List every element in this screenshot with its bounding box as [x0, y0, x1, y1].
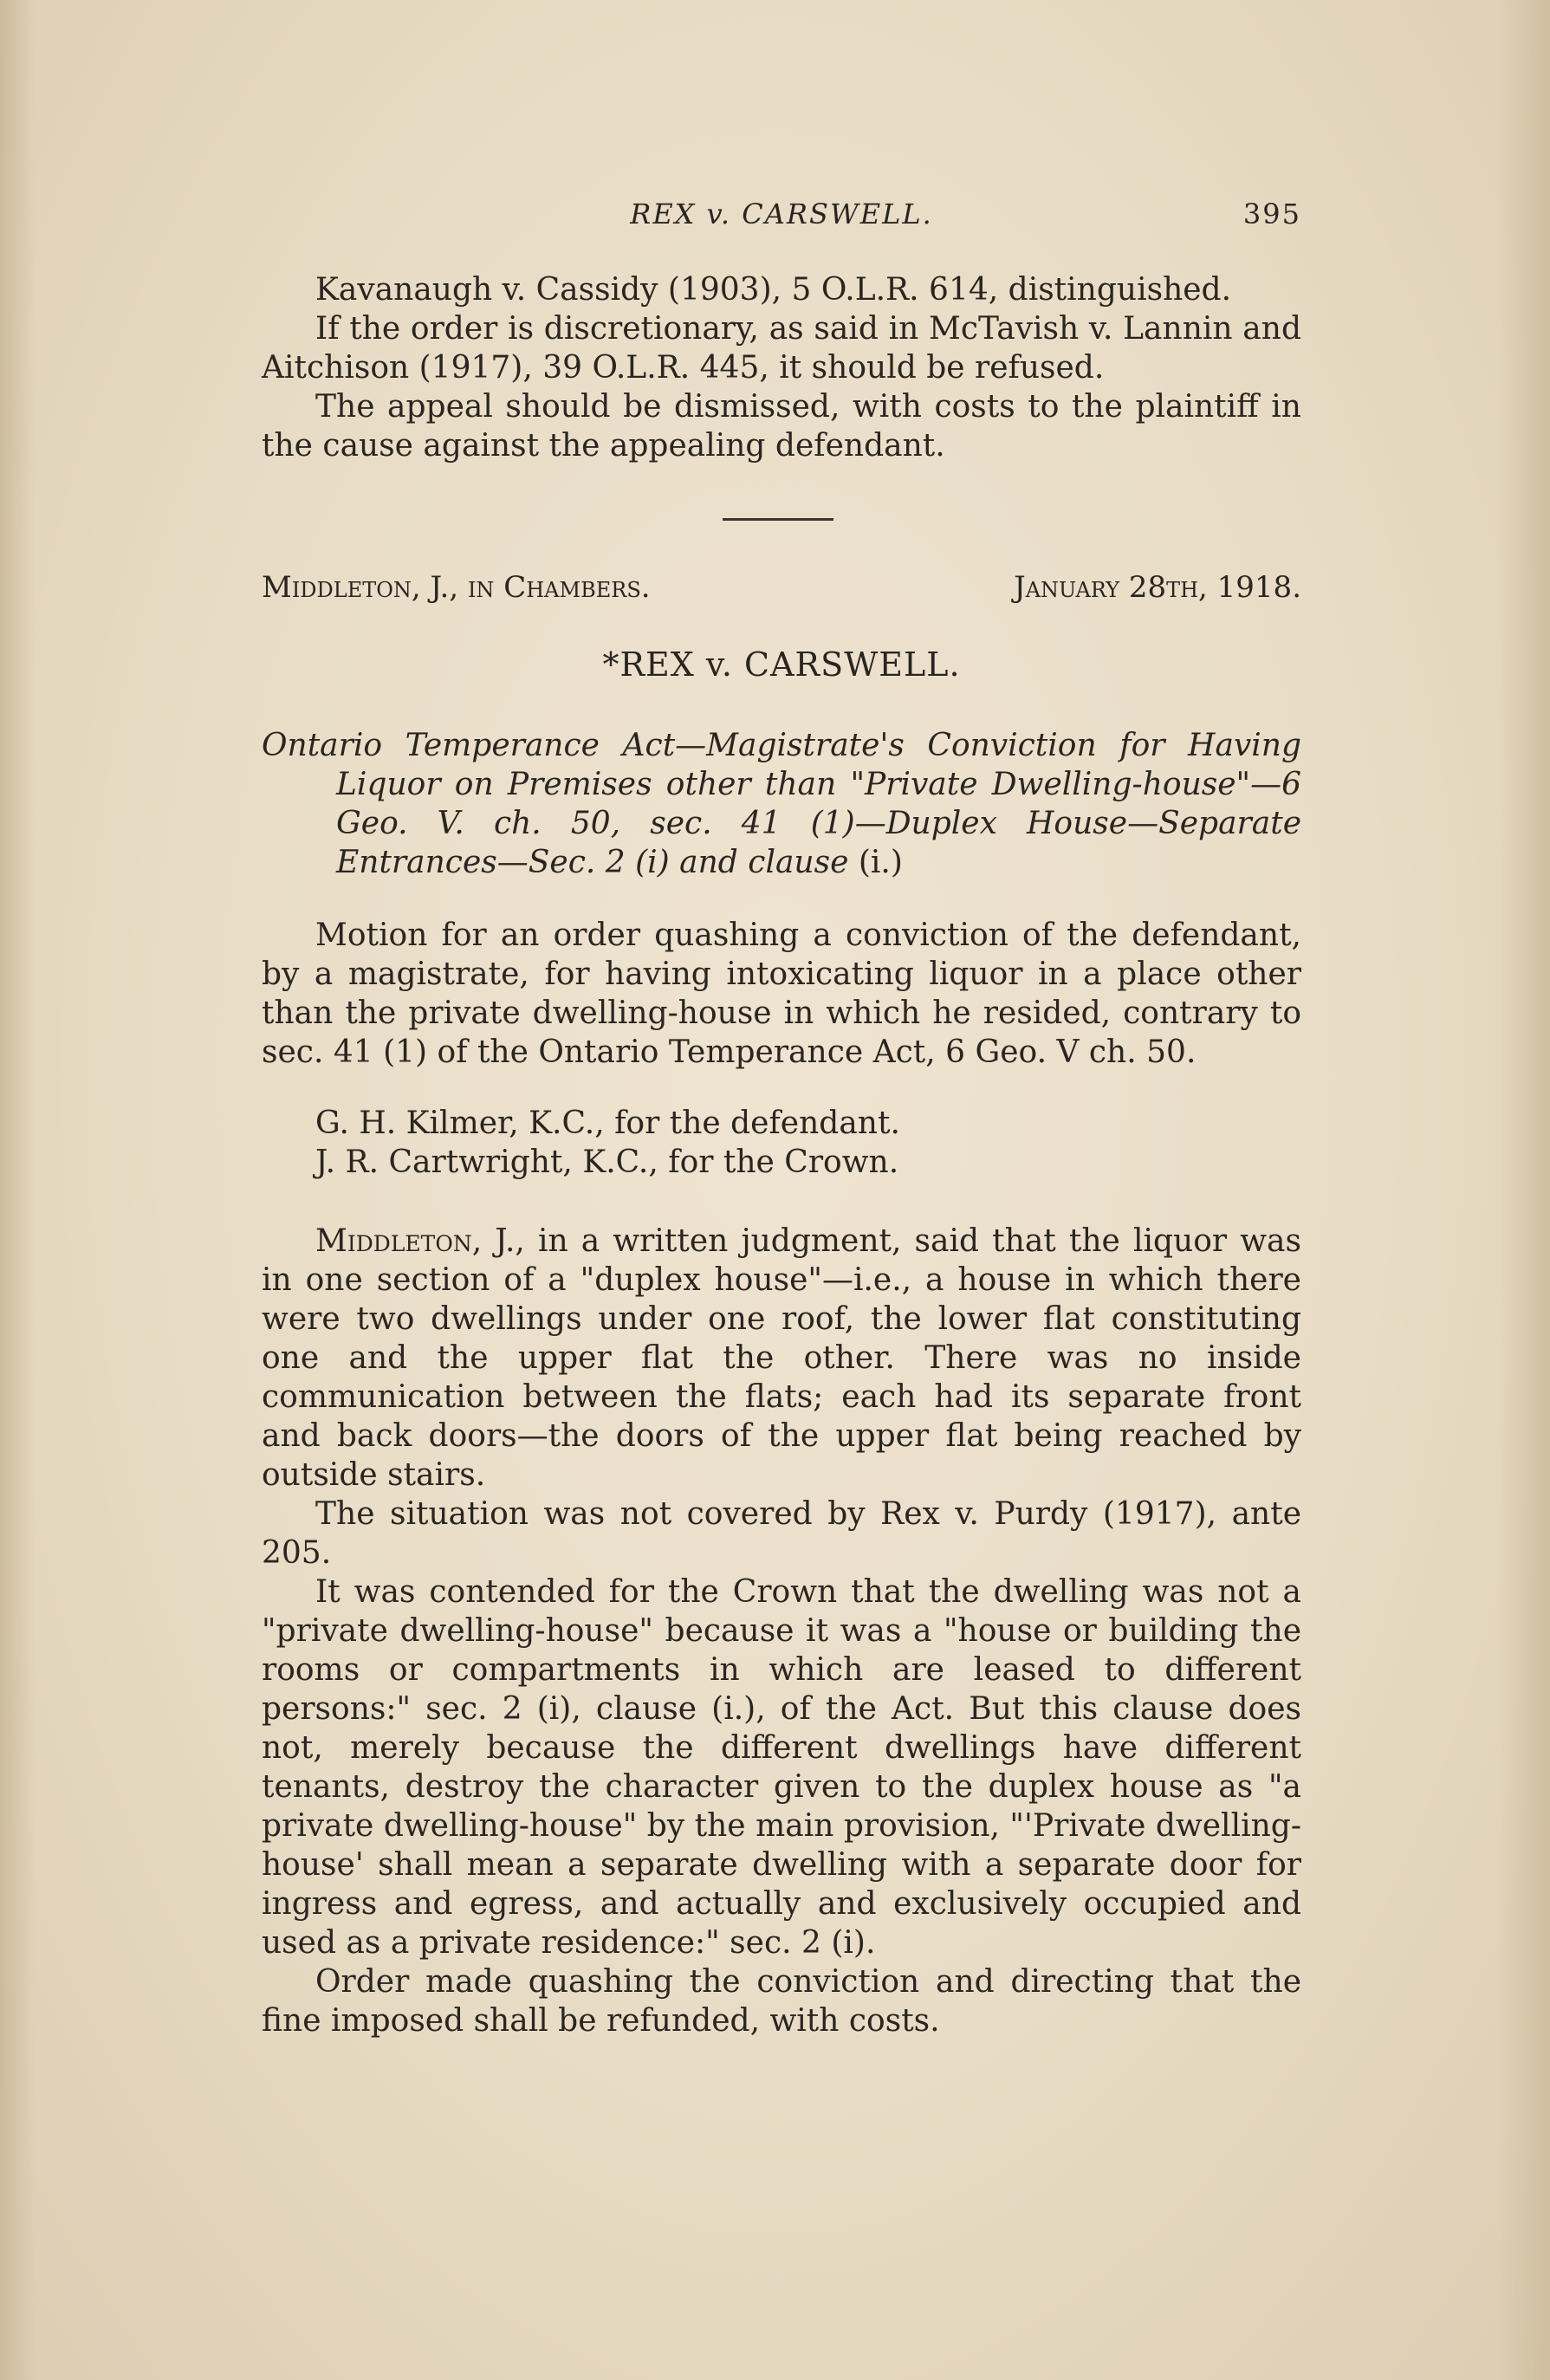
- counsel-block: [262, 1104, 1301, 1182]
- headnote-tail: (i.): [848, 845, 903, 880]
- motion-block: [262, 916, 1301, 1072]
- judgment-block: [262, 1222, 1301, 2040]
- judgment-paragraph-1: [262, 1222, 1301, 1495]
- opening-paragraph-1: Kavanaugh v. Cassidy (1903), 5 O.L.R. 614, distinguished.: [315, 272, 1232, 308]
- headnote-text: Ontario Temperance Act—Magistrate's Conviction for Having Liquor on Premises other than "Private Dwelling-house"—6 Geo. V. ch. 50, sec. 41 (1)—Duplex House—Separate Entrances—Sec. 2 (i) and clause: [262, 728, 1301, 880]
- page-number: 395: [1242, 198, 1301, 230]
- court-judge: Middleton, J., in Chambers.: [262, 570, 651, 605]
- judgment-paragraph-2: The situation was not covered by Rex v. Purdy (1917), ante 205.: [262, 1496, 1301, 1571]
- motion-paragraph: Motion for an order quashing a conviction of the defendant, by a magistrate, for having intoxicating liquor in a place other than the private dwelling-house in which he resided, contrary to sec. 41 (1) of the Ontario Temperance Act, 6 Geo. V ch. 50.: [262, 918, 1301, 1070]
- section-divider: [723, 518, 833, 521]
- judgment-judge-name: Middleton: [315, 1223, 472, 1259]
- counsel-crown: J. R. Cartwright, K.C., for the Crown.: [315, 1145, 899, 1180]
- opening-paragraph-3: The appeal should be dismissed, with costs to the plaintiff in the cause against the appealing defendant.: [262, 389, 1301, 464]
- case-title: *REX v. CARSWELL.: [602, 645, 961, 684]
- counsel-defendant: G. H. Kilmer, K.C., for the defendant.: [315, 1106, 900, 1141]
- judgment-paragraph-3: It was contended for the Crown that the dwelling was not a "private dwelling-house" because it was a "house or building the rooms or compartments in which are leased to different persons:" sec. 2 (i), clause (i.), of the Act. But this clause does not, merely because the different dwellings have different tenants, destroy the character given to the duplex house as "a private dwelling-house" by the main provision, "'Private dwelling-house' shall mean a separate dwelling with a separate door for ingress and egress, and actually and exclusively occupied and used as a private residence:" sec. 2 (i).: [262, 1574, 1301, 1961]
- court-date: January 28th, 1918.: [1014, 570, 1301, 605]
- judgment-paragraph-1-text: , J., in a written judgment, said that the liquor was in one section of a "duplex house"—i.e., a house in which there were two dwellings under one roof, the lower flat constituting one and the upper flat the other. There was no inside communication between the flats; each had its separate front and back doors—the doors of the upper flat being reached by outside stairs.: [262, 1223, 1301, 1493]
- page-edge-shadow-left: [0, 0, 35, 2380]
- opening-paragraph-2: If the order is discretionary, as said in McTavish v. Lannin and Aitchison (1917), 39 O.L.R. 445, it should be refused.: [262, 311, 1301, 386]
- headnote: [262, 726, 1301, 882]
- page-edge-shadow-right: [1498, 0, 1550, 2380]
- judgment-paragraph-4: Order made quashing the conviction and directing that the fine imposed shall be refunded, with costs.: [262, 1964, 1301, 2039]
- opening-paragraphs: [262, 270, 1301, 465]
- court-line: [262, 570, 1301, 609]
- running-head-title: REX v. CARSWELL.: [630, 198, 933, 230]
- running-head: [262, 198, 1301, 236]
